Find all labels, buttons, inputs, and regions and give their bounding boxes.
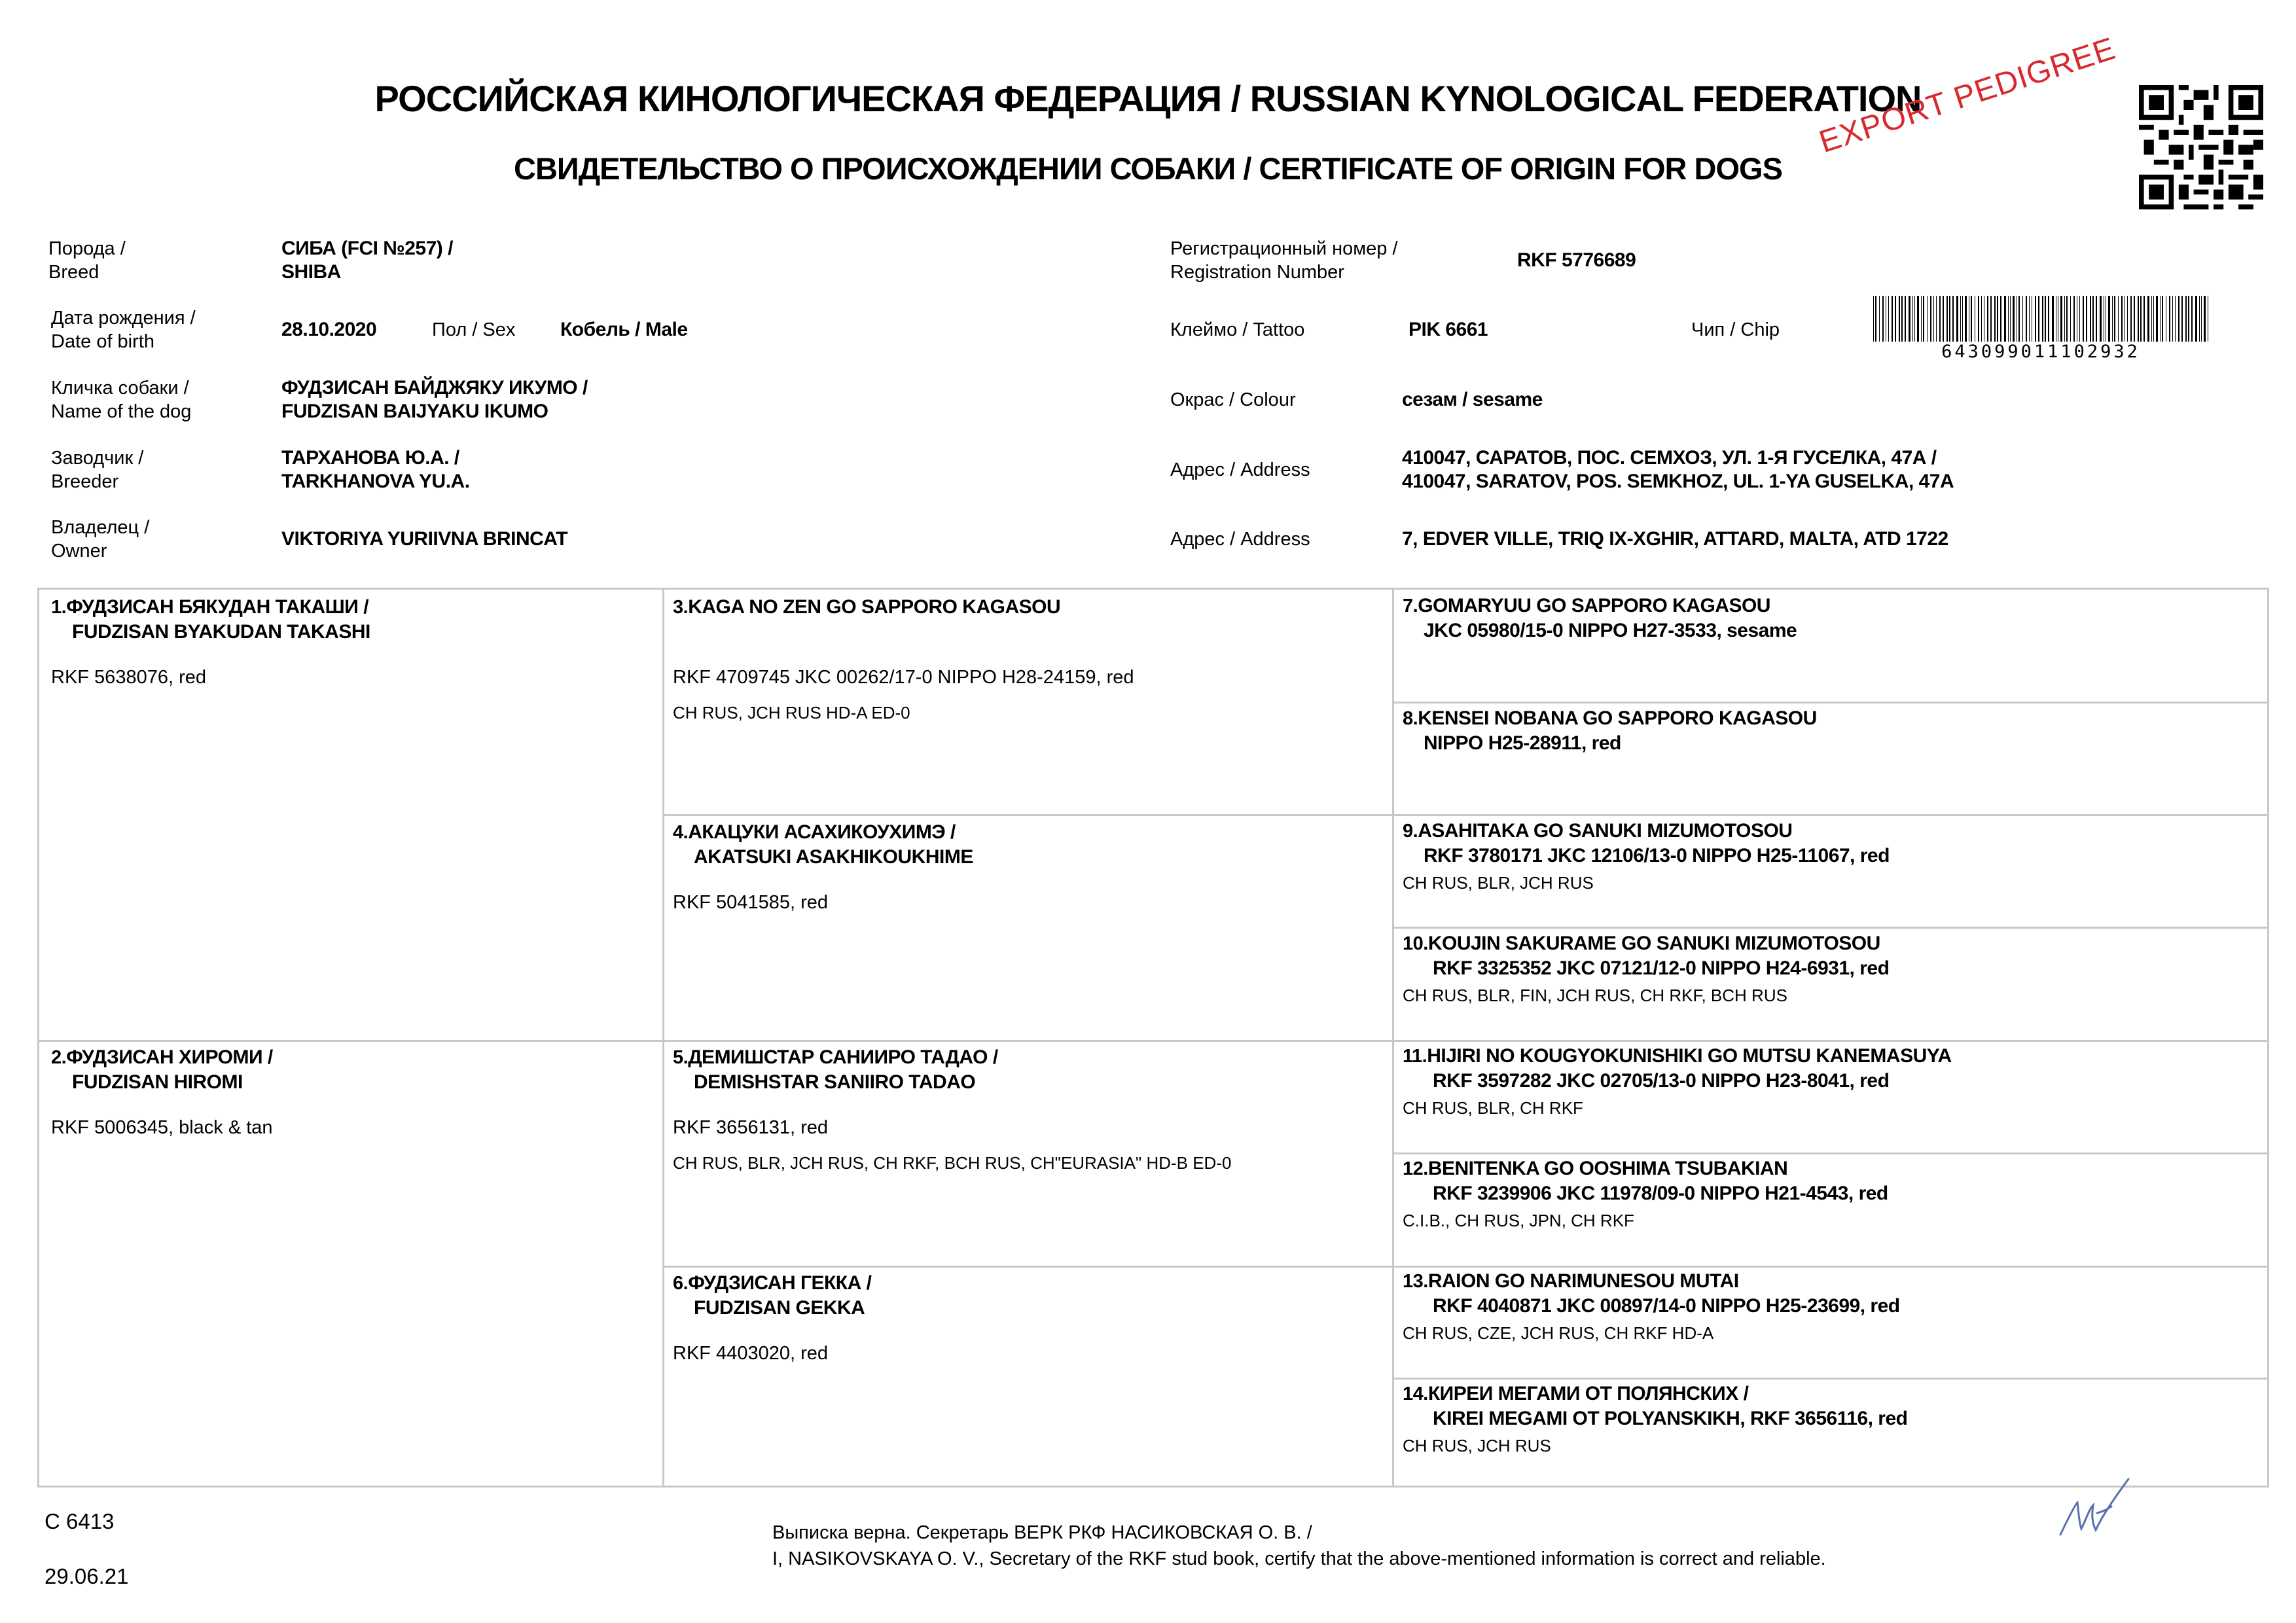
owner-address-value: 7, EDVER VILLE, TRIQ IX-XGHIR, ATTARD, MALTA, ATD 1722 bbox=[1402, 528, 1948, 550]
certification-text: Выписка верна. Секретарь ВЕРК РКФ НАСИКОВСКАЯ О. В. / I, NASIKOVSKAYA O. V., Secretary of the RKF stud book, certify that the above-mentioned information is correct and reliable. bbox=[772, 1522, 1826, 1569]
owner-label: Владелец / Owner bbox=[51, 517, 150, 562]
chip-number: 643099011102932 bbox=[1941, 342, 2140, 362]
pedigree-great-grandparent-10: 10.KOUJIN SAKURAME GO SANUKI MIZUMOTOSOU RKF 3325352 JKC 07121/12-0 NIPPO H24-6931, red CH RUS, BLR, FIN, JCH RUS, CH RKF, BCH RUS bbox=[1403, 933, 1890, 1005]
pedigree-grandparent-5: 5.ДЕМИШСТАР САНИИРО ТАДАО / DEMISHSTAR SANIIRO TADAO RKF 3656131, red CH RUS, BLR, JCH RUS, CH RKF, BCH RUS, CH"EURASIA" HD-B ED-0 bbox=[673, 1046, 1232, 1173]
qr-code-icon bbox=[2139, 85, 2263, 209]
registration-value: RKF 5776689 bbox=[1517, 249, 1636, 271]
chip-label: Чип / Chip bbox=[1691, 319, 1780, 340]
pedigree-grandparent-6: 6.ФУДЗИСАН ГЕККА / FUDZISAN GEKKA RKF 4403020, red bbox=[673, 1272, 872, 1364]
breed-label: Порода / Breed bbox=[48, 238, 126, 283]
pedigree-table bbox=[37, 588, 2269, 1488]
dob-label: Дата рождения / Date of birth bbox=[51, 308, 196, 352]
owner-value: VIKTORIYA YURIIVNA BRINCAT bbox=[281, 528, 568, 550]
sex-value: Кобель / Male bbox=[560, 319, 688, 340]
colour-label: Окрас / Colour bbox=[1170, 389, 1296, 410]
certificate-title: СВИДЕТЕЛЬСТВО О ПРОИСХОЖДЕНИИ СОБАКИ / CERTIFICATE OF ORIGIN FOR DOGS bbox=[514, 151, 1782, 186]
chip-barcode-icon bbox=[1871, 296, 2211, 342]
pedigree-great-grandparent-14: 14.КИРЕИ МЕГАМИ ОТ ПОЛЯНСКИХ / KIREI MEGAMI OT POLYANSKIKH, RKF 3656116, red CH RUS, JCH RUS bbox=[1403, 1383, 1908, 1455]
pedigree-grandparent-3: 3.KAGA NO ZEN GO SAPPORO KAGASOU RKF 4709745 JKC 00262/17-0 NIPPO H28-24159, red CH RUS, JCH RUS HD-A ED-0 bbox=[673, 596, 1134, 722]
breeder-value: ТАРХАНОВА Ю.А. / TARKHANOVA YU.A. bbox=[281, 447, 470, 492]
document-code: C 6413 bbox=[45, 1509, 115, 1533]
pedigree-great-grandparent-13: 13.RAION GO NARIMUNESOU MUTAI RKF 4040871 JKC 00897/14-0 NIPPO H25-23699, red CH RUS, CZE, JCH RUS, CH RKF HD-A bbox=[1403, 1270, 1900, 1343]
dog-name-value: ФУДЗИСАН БАЙДЖЯКУ ИКУМО / FUDZISAN BAIJYAKU IKUMO bbox=[281, 377, 588, 422]
dog-name-label: Кличка собаки / Name of the dog bbox=[51, 378, 192, 422]
pedigree-grandparent-4: 4.АКАЦУКИ АСАХИКОУХИМЭ / AKATSUKI ASAKHIKOUKHIME RKF 5041585, red bbox=[673, 821, 973, 913]
tattoo-value: PIK 6661 bbox=[1408, 319, 1488, 340]
breeder-label: Заводчик / Breeder bbox=[51, 448, 144, 492]
pedigree-great-grandparent-9: 9.ASAHITAKA GO SANUKI MIZUMOTOSOU RKF 3780171 JKC 12106/13-0 NIPPO H25-11067, red CH RUS, BLR, JCH RUS bbox=[1403, 820, 1890, 893]
issue-date: 29.06.21 bbox=[45, 1564, 129, 1588]
pedigree-parent-1: 1.ФУДЗИСАН БЯКУДАН ТАКАШИ / FUDZISAN BYAKUDAN TAKASHI RKF 5638076, red bbox=[51, 596, 370, 688]
breeder-address-value: 410047, САРАТОВ, ПОС. СЕМХОЗ, УЛ. 1-Я ГУСЕЛКА, 47А / 410047, SARATOV, POS. SEMKHOZ, UL. 1-YA GUSELKA, 47A bbox=[1402, 447, 1954, 492]
sex-label: Пол / Sex bbox=[432, 319, 516, 340]
federation-title: РОССИЙСКАЯ КИНОЛОГИЧЕСКАЯ ФЕДЕРАЦИЯ / RUSSIAN KYNOLOGICAL FEDERATION bbox=[374, 78, 1922, 119]
breeder-address-label: Адрес / Address bbox=[1170, 459, 1310, 480]
pedigree-great-grandparent-11: 11.HIJIRI NO KOUGYOKUNISHIKI GO MUTSU KANEMASUYA RKF 3597282 JKC 02705/13-0 NIPPO H23-8041, red CH RUS, BLR, CH RKF bbox=[1403, 1045, 1952, 1118]
colour-value: сезам / sesame bbox=[1402, 389, 1543, 410]
breed-value: СИБА (FCI №257) / SHIBA bbox=[281, 238, 453, 283]
pedigree-great-grandparent-7: 7.GOMARYUU GO SAPPORO KAGASOU JKC 05980/15-0 NIPPO H27-3533, sesame bbox=[1403, 595, 1797, 641]
signature-icon bbox=[2055, 1466, 2147, 1544]
tattoo-label: Клеймо / Tattoo bbox=[1170, 319, 1305, 340]
export-pedigree-stamp: EXPORT PEDIGREE bbox=[1815, 31, 2120, 160]
pedigree-great-grandparent-12: 12.BENITENKA GO OOSHIMA TSUBAKIAN RKF 3239906 JKC 11978/09-0 NIPPO H21-4543, red C.I.B., CH RUS, JPN, CH RKF bbox=[1403, 1158, 1888, 1230]
pedigree-great-grandparent-8: 8.KENSEI NOBANA GO SAPPORO KAGASOU NIPPO H25-28911, red bbox=[1403, 707, 1817, 754]
pedigree-parent-2: 2.ФУДЗИСАН ХИРОМИ / FUDZISAN HIROMI RKF 5006345, black & tan bbox=[51, 1046, 273, 1138]
owner-address-label: Адрес / Address bbox=[1170, 529, 1310, 550]
dob-value: 28.10.2020 bbox=[281, 319, 377, 340]
registration-label: Регистрационный номер / Registration Number bbox=[1170, 238, 1398, 283]
